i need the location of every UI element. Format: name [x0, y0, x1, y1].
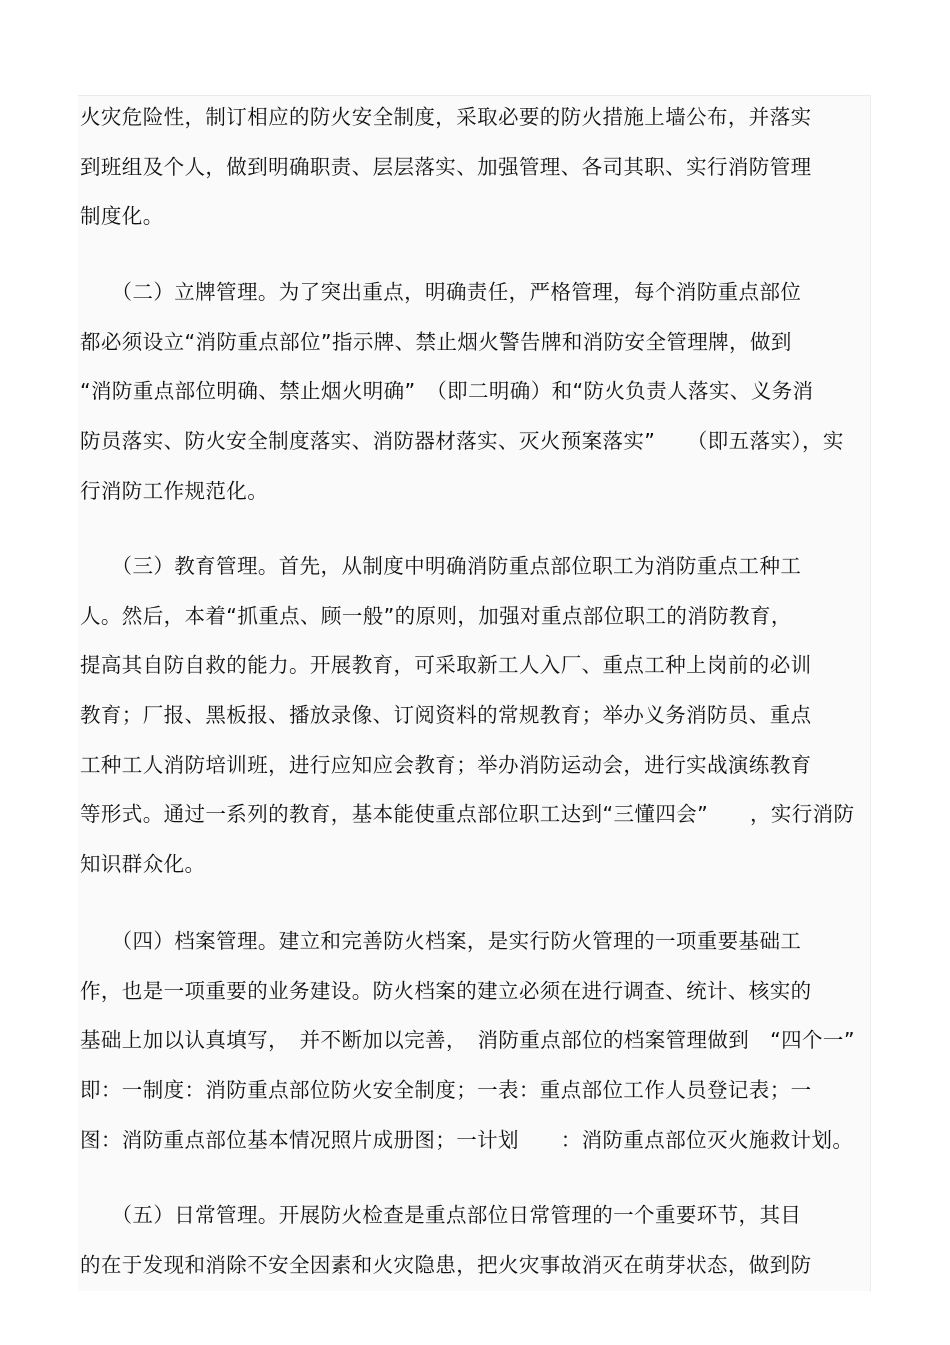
- text-line: 人。然后，本着“抓重点、顾一般”的原则，加强对重点部位职工的消防教育，: [80, 603, 792, 628]
- text-line: 等形式。通过一系列的教育，基本能使重点部位职工达到“三懂四会” ，实行消防: [80, 802, 855, 827]
- text-line: 火灾危险性，制订相应的防火安全制度，采取必要的防火措施上墙公布，并落实: [80, 105, 812, 129]
- paragraph-signage-management: [80, 268, 870, 516]
- text-line: 知识群众化。: [80, 852, 206, 877]
- text-line: 即：一制度：消防重点部位防火安全制度；一表：重点部位工作人员登记表；一: [80, 1078, 812, 1103]
- text-line: 制度化。: [80, 204, 164, 229]
- text-line: 都必须设立“消防重点部位”指示牌、禁止烟火警告牌和消防安全管理牌，做到: [80, 329, 792, 354]
- text-line: （五）日常管理。开展防火检查是重点部位日常管理的一个重要环节，其目: [80, 1203, 802, 1227]
- text-line: 作，也是一项重要的业务建设。防火档案的建立必须在进行调查、统计、核实的: [80, 978, 812, 1003]
- paragraph-archive-management: [80, 917, 870, 1165]
- text-line: 提高其自防自救的能力。开展教育，可采取新工人入厂、重点工种上岗前的必训: [80, 653, 812, 678]
- text-line: 图：消防重点部位基本情况照片成册图；一计划 ：消防重点部位灭火施救计划。: [80, 1127, 854, 1152]
- text-line: （三）教育管理。首先，从制度中明确消防重点部位职工为消防重点工种工: [80, 554, 802, 578]
- document-page: [78, 95, 871, 1291]
- text-line: 到班组及个人，做到明确职责、层层落实、加强管理、各司其职、实行消防管理: [80, 154, 812, 179]
- text-line: 的在于发现和消除不安全因素和火灾隐患，把火灾事故消灭在萌芽状态，做到防: [80, 1252, 812, 1277]
- paragraph-intro-continuation: [80, 95, 870, 242]
- text-line: 防员落实、防火安全制度落实、消防器材落实、灭火预案落实” （即五落实），实: [80, 429, 844, 454]
- paragraph-daily-management: [80, 1191, 870, 1290]
- text-line: （四）档案管理。建立和完善防火档案，是实行防火管理的一项重要基础工: [80, 929, 802, 953]
- text-line: 行消防工作规范化。: [80, 478, 269, 503]
- text-line: （二）立牌管理。为了突出重点，明确责任，严格管理，每个消防重点部位: [80, 280, 802, 304]
- text-line: 教育；厂报、黑板报、播放录像、订阅资料的常规教育；举办义务消防员、重点: [80, 703, 812, 728]
- text-line: “消防重点部位明确、禁止烟火明确” （即二明确）和“防火负责人落实、义务消: [80, 379, 814, 404]
- paragraph-education-management: [80, 542, 870, 890]
- text-line: 基础上加以认真填写， 并不断加以完善， 消防重点部位的档案管理做到 “四个一”: [80, 1028, 855, 1053]
- text-line: 工种工人消防培训班，进行应知应会教育；举办消防运动会，进行实战演练教育: [80, 752, 812, 777]
